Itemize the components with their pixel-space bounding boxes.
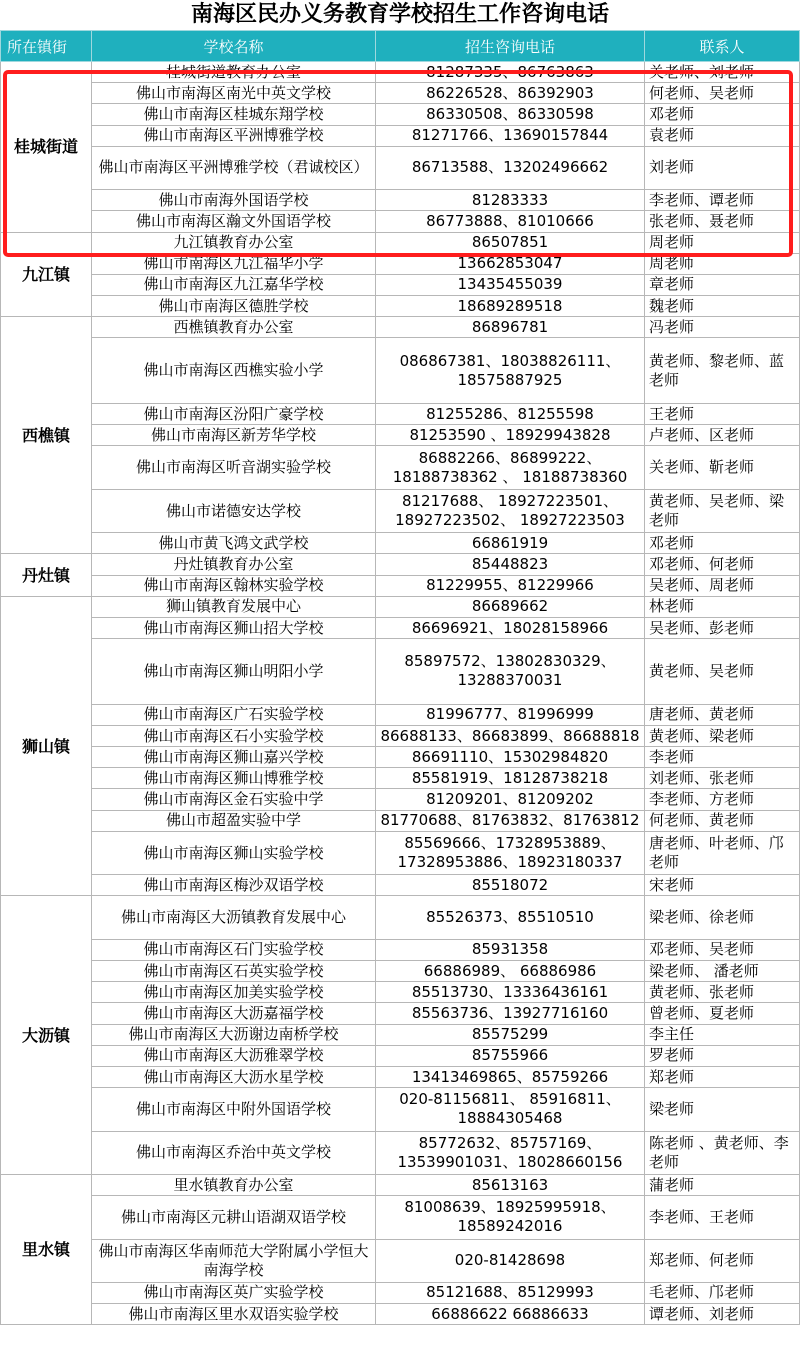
phone-cell: 81217688、 18927223501、18927223502、 18927223503: [376, 489, 645, 532]
phone-cell: 85513730、13336436161: [376, 982, 645, 1003]
contact-cell: 袁老师: [645, 125, 800, 146]
table-row: [1, 317, 800, 338]
phone-cell: 086867381、18038826111、18575887925: [376, 338, 645, 404]
table-row: [1, 533, 800, 554]
town-cell: 丹灶镇: [1, 554, 92, 596]
phone-cell: 86226528、86392903: [376, 83, 645, 104]
school-cell: 佛山市南海区元耕山语湖双语学校: [92, 1196, 376, 1239]
school-cell: 桂城街道教育办公室: [92, 62, 376, 83]
contact-cell: 梁老师、徐老师: [645, 896, 800, 939]
table-row: [1, 617, 800, 638]
table-row: [1, 489, 800, 532]
school-cell: 佛山市南海区乔治中英文学校: [92, 1131, 376, 1174]
school-cell: 佛山市南海区梅沙双语学校: [92, 875, 376, 896]
school-cell: 佛山市南海区桂城东翔学校: [92, 104, 376, 125]
header-contact: 联系人: [645, 31, 800, 62]
table-row: [1, 1003, 800, 1024]
school-cell: 佛山市南海区九江福华小学: [92, 253, 376, 274]
table-row: [1, 982, 800, 1003]
school-cell: 佛山市南海区听音湖实验学校: [92, 446, 376, 489]
contact-cell: 李老师、方老师: [645, 789, 800, 810]
phone-cell: 85613163: [376, 1174, 645, 1195]
phone-cell: 13662853047: [376, 253, 645, 274]
phone-cell: 85569666、17328953889、17328953886、18923180337: [376, 831, 645, 874]
table-row: [1, 232, 800, 253]
phone-cell: 85563736、13927716160: [376, 1003, 645, 1024]
phone-cell: 85581919、18128738218: [376, 768, 645, 789]
table-row: [1, 596, 800, 617]
phone-cell: 81209201、81209202: [376, 789, 645, 810]
school-cell: 九江镇教育办公室: [92, 232, 376, 253]
school-cell: 佛山市南海区广石实验学校: [92, 704, 376, 725]
contact-cell: 吴老师、周老师: [645, 575, 800, 596]
contact-cell: 章老师: [645, 274, 800, 295]
contact-cell: 黄老师、吴老师、梁老师: [645, 489, 800, 532]
contact-cell: 梁老师、 潘老师: [645, 961, 800, 982]
school-cell: 佛山市南海区中附外国语学校: [92, 1088, 376, 1131]
school-cell: 佛山市南海区石英实验学校: [92, 961, 376, 982]
table-row: [1, 425, 800, 446]
school-cell: 佛山市南海区里水双语实验学校: [92, 1304, 376, 1325]
school-cell: 佛山市南海区狮山明阳小学: [92, 639, 376, 705]
phone-cell: 81283333: [376, 190, 645, 211]
phone-cell: 81229955、81229966: [376, 575, 645, 596]
contact-cell: 李老师、王老师: [645, 1196, 800, 1239]
town-cell: 里水镇: [1, 1174, 92, 1324]
table-row: [1, 1196, 800, 1239]
table-row: [1, 789, 800, 810]
table-row: [1, 1066, 800, 1087]
table-row: [1, 338, 800, 404]
contact-cell: 黄老师、吴老师: [645, 639, 800, 705]
contact-cell: 关老师、靳老师: [645, 446, 800, 489]
school-cell: 佛山市黄飞鸿文武学校: [92, 533, 376, 554]
phone-cell: 85518072: [376, 875, 645, 896]
contact-cell: 魏老师: [645, 296, 800, 317]
page-title: 南海区民办义务教育学校招生工作咨询电话: [190, 2, 609, 27]
contact-cell: 唐老师、叶老师、邝老师: [645, 831, 800, 874]
phone-cell: 66886989、 66886986: [376, 961, 645, 982]
phone-cell: 81271766、13690157844: [376, 125, 645, 146]
contact-cell: 黄老师、张老师: [645, 982, 800, 1003]
town-cell: 大沥镇: [1, 896, 92, 1174]
contact-cell: 邓老师: [645, 533, 800, 554]
school-cell: 佛山市南海区翰林实验学校: [92, 575, 376, 596]
contact-cell: 吴老师、彭老师: [645, 617, 800, 638]
school-cell: 佛山市南海区金石实验中学: [92, 789, 376, 810]
school-cell: 佛山市南海区大沥雅翠学校: [92, 1045, 376, 1066]
school-cell: 佛山市南海区狮山招大学校: [92, 617, 376, 638]
table-row: [1, 1239, 800, 1282]
table-row: [1, 125, 800, 146]
contact-cell: 邓老师、何老师: [645, 554, 800, 575]
school-cell: 佛山市南海区石门实验学校: [92, 939, 376, 960]
school-cell: 佛山市南海区南光中英文学校: [92, 83, 376, 104]
town-cell: 桂城街道: [1, 62, 92, 233]
contact-cell: 陈老师 、黄老师、李老师: [645, 1131, 800, 1174]
phone-cell: 18689289518: [376, 296, 645, 317]
phone-cell: 85448823: [376, 554, 645, 575]
table-row: [1, 404, 800, 425]
contact-cell: 刘老师: [645, 146, 800, 189]
phone-cell: 86882266、86899222、18188738362 、 18188738360: [376, 446, 645, 489]
school-cell: 佛山市南海区新芳华学校: [92, 425, 376, 446]
table-row: [1, 768, 800, 789]
table-row: [1, 554, 800, 575]
contact-cell: 周老师: [645, 253, 800, 274]
contact-cell: 宋老师: [645, 875, 800, 896]
table-row: [1, 575, 800, 596]
table-row: [1, 1282, 800, 1303]
phone-cell: 86691110、15302984820: [376, 747, 645, 768]
table-row: [1, 704, 800, 725]
phone-cell: 13413469865、85759266: [376, 1066, 645, 1087]
table-row: [1, 446, 800, 489]
school-cell: 佛山市南海区大沥水星学校: [92, 1066, 376, 1087]
contact-cell: 邓老师、吴老师: [645, 939, 800, 960]
school-cell: 佛山市南海区华南师范大学附属小学恒大南海学校: [92, 1239, 376, 1282]
phone-cell: 85526373、85510510: [376, 896, 645, 939]
contact-cell: 刘老师、张老师: [645, 768, 800, 789]
contact-cell: 李老师: [645, 747, 800, 768]
table-row: [1, 1045, 800, 1066]
table-row: [1, 810, 800, 831]
header-phone: 招生咨询电话: [376, 31, 645, 62]
town-cell: 狮山镇: [1, 596, 92, 896]
table-row: [1, 1088, 800, 1131]
contact-cell: 李主任: [645, 1024, 800, 1045]
phone-cell: 85931358: [376, 939, 645, 960]
phone-cell: 86689662: [376, 596, 645, 617]
contact-cell: 冯老师: [645, 317, 800, 338]
table-row: [1, 83, 800, 104]
contact-cell: 罗老师: [645, 1045, 800, 1066]
table-row: [1, 875, 800, 896]
phone-cell: 86713588、13202496662: [376, 146, 645, 189]
contact-cell: 林老师: [645, 596, 800, 617]
phone-cell: 85575299: [376, 1024, 645, 1045]
phone-cell: 85755966: [376, 1045, 645, 1066]
phone-cell: 81287335、86763863: [376, 62, 645, 83]
contact-cell: 黄老师、黎老师、蓝老师: [645, 338, 800, 404]
phone-cell: 86688133、86683899、86688818: [376, 725, 645, 746]
school-cell: 佛山市南海区德胜学校: [92, 296, 376, 317]
table-row: [1, 211, 800, 232]
phone-cell: 86696921、18028158966: [376, 617, 645, 638]
school-cell: 佛山市南海区狮山实验学校: [92, 831, 376, 874]
school-cell: 佛山市南海区狮山博雅学校: [92, 768, 376, 789]
contact-cell: 何老师、吴老师: [645, 83, 800, 104]
contact-cell: 黄老师、梁老师: [645, 725, 800, 746]
school-cell: 佛山市诺德安达学校: [92, 489, 376, 532]
contact-cell: 梁老师: [645, 1088, 800, 1131]
school-cell: 佛山市南海区瀚文外国语学校: [92, 211, 376, 232]
table-header-row: [1, 31, 800, 62]
school-cell: 狮山镇教育发展中心: [92, 596, 376, 617]
header-town: 所在镇街: [1, 31, 92, 62]
table-row: [1, 831, 800, 874]
contact-cell: 何老师、黄老师: [645, 810, 800, 831]
contact-cell: 毛老师、邝老师: [645, 1282, 800, 1303]
table-row: [1, 296, 800, 317]
contact-cell: 张老师、聂老师: [645, 211, 800, 232]
contact-cell: 卢老师、区老师: [645, 425, 800, 446]
contact-cell: 曾老师、夏老师: [645, 1003, 800, 1024]
table-row: [1, 1304, 800, 1325]
school-cell: 里水镇教育办公室: [92, 1174, 376, 1195]
table-row: [1, 961, 800, 982]
phone-cell: 86773888、81010666: [376, 211, 645, 232]
phone-cell: 020-81428698: [376, 1239, 645, 1282]
contact-cell: 邓老师: [645, 104, 800, 125]
contact-cell: 郑老师: [645, 1066, 800, 1087]
school-cell: 西樵镇教育办公室: [92, 317, 376, 338]
school-cell: 佛山市南海区汾阳广豪学校: [92, 404, 376, 425]
school-cell: 佛山市南海区狮山嘉兴学校: [92, 747, 376, 768]
school-cell: 佛山市超盈实验中学: [92, 810, 376, 831]
contact-cell: 关老师、刘老师: [645, 62, 800, 83]
school-cell: 佛山市南海区加美实验学校: [92, 982, 376, 1003]
phone-cell: 66861919: [376, 533, 645, 554]
contact-cell: 李老师、谭老师: [645, 190, 800, 211]
contact-cell: 唐老师、黄老师: [645, 704, 800, 725]
school-cell: 佛山市南海区石小实验学校: [92, 725, 376, 746]
table-row: [1, 274, 800, 295]
table-row: [1, 896, 800, 939]
phone-cell: 86507851: [376, 232, 645, 253]
phone-cell: 85772632、85757169、13539901031、18028660156: [376, 1131, 645, 1174]
phone-cell: 81008639、18925995918、18589242016: [376, 1196, 645, 1239]
contact-cell: 周老师: [645, 232, 800, 253]
school-cell: 佛山市南海外国语学校: [92, 190, 376, 211]
table-row: [1, 1131, 800, 1174]
school-cell: 佛山市南海区大沥嘉福学校: [92, 1003, 376, 1024]
table-row: [1, 939, 800, 960]
town-cell: 九江镇: [1, 232, 92, 317]
contact-cell: 谭老师、刘老师: [645, 1304, 800, 1325]
school-cell: 佛山市南海区大沥谢边南桥学校: [92, 1024, 376, 1045]
phone-cell: 81253590 、18929943828: [376, 425, 645, 446]
table-row: [1, 725, 800, 746]
school-cell: 佛山市南海区西樵实验小学: [92, 338, 376, 404]
contact-cell: 郑老师、何老师: [645, 1239, 800, 1282]
school-cell: 佛山市南海区大沥镇教育发展中心: [92, 896, 376, 939]
school-cell: 佛山市南海区英广实验学校: [92, 1282, 376, 1303]
phone-cell: 81255286、81255598: [376, 404, 645, 425]
phone-cell: 81770688、81763832、81763812: [376, 810, 645, 831]
header-school: 学校名称: [92, 31, 376, 62]
table-row: [1, 639, 800, 705]
contact-cell: 蒲老师: [645, 1174, 800, 1195]
phone-cell: 85897572、13802830329、13288370031: [376, 639, 645, 705]
contact-cell: 王老师: [645, 404, 800, 425]
table-body: [1, 62, 800, 1325]
table-row: [1, 190, 800, 211]
phone-cell: 86330508、86330598: [376, 104, 645, 125]
phone-cell: 020-81156811、 85916811、18884305468: [376, 1088, 645, 1131]
phone-cell: 13435455039: [376, 274, 645, 295]
contact-table: [0, 30, 800, 1325]
phone-cell: 66886622 66886633: [376, 1304, 645, 1325]
table-row: [1, 104, 800, 125]
school-cell: 佛山市南海区平洲博雅学校: [92, 125, 376, 146]
phone-cell: 85121688、85129993: [376, 1282, 645, 1303]
school-cell: 丹灶镇教育办公室: [92, 554, 376, 575]
school-cell: 佛山市南海区平洲博雅学校（君诚校区）: [92, 146, 376, 189]
table-row: [1, 747, 800, 768]
phone-cell: 86896781: [376, 317, 645, 338]
table-row: [1, 146, 800, 189]
table-row: [1, 1174, 800, 1195]
phone-cell: 81996777、81996999: [376, 704, 645, 725]
table-row: [1, 1024, 800, 1045]
town-cell: 西樵镇: [1, 317, 92, 554]
table-row: [1, 62, 800, 83]
school-cell: 佛山市南海区九江嘉华学校: [92, 274, 376, 295]
table-row: [1, 253, 800, 274]
